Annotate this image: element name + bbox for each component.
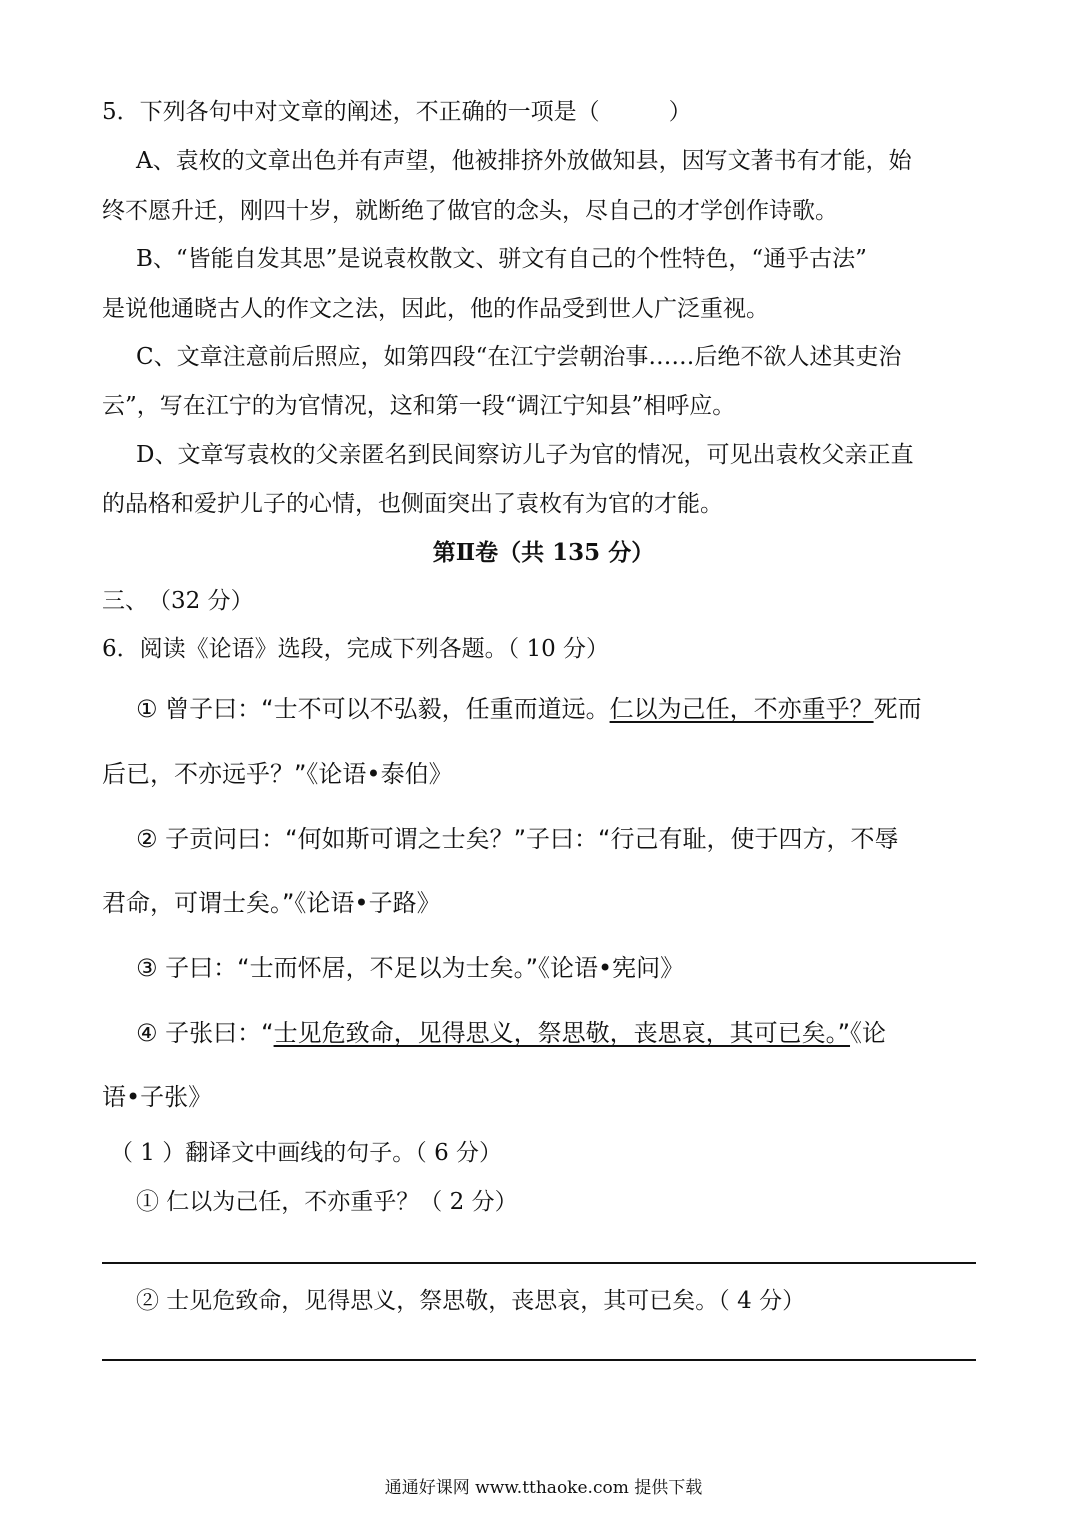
passage-4-text: ④ 子张曰：“ <box>136 1019 274 1047</box>
passage-1-tail: 死而 <box>873 695 922 723</box>
section-title: 第Ⅱ卷（共 135 分） <box>432 539 655 566</box>
answer-line-1 <box>102 1262 976 1264</box>
q5-option-a-line1: A、袁枚的文章出色并有声望，他被排挤外放做知县，因写文著书有才能，始 <box>136 148 912 174</box>
q5-stem: 5．下列各句中对文章的阐述，不正确的一项是（ ） <box>102 99 692 125</box>
q5-option-b-line1: B、“皆能自发其思”是说袁枚散文、骈文有自己的个性特色，“通乎古法” <box>136 246 867 272</box>
passage-3: ③ 子曰：“士而怀居，不足以为士矣。”《论语•宪问》 <box>136 954 685 982</box>
passage-2-line1: ② 子贡问曰：“何如斯可谓之士矣？”子曰：“行己有耻，使于四方，不辱 <box>136 825 899 853</box>
q5-option-c-line2: 云”，写在江宁的为官情况，这和第一段“调江宁知县”相呼应。 <box>102 393 736 419</box>
passage-1-underlined: 仁以为己任，不亦重乎？ <box>609 695 874 723</box>
q5-option-d-line2: 的品格和爱护儿子的心情，也侧面突出了袁枚有为官的才能。 <box>102 491 723 517</box>
passage-4-tail: 《论 <box>850 1019 887 1047</box>
q5-option-d-line1: D、文章写袁枚的父亲匿名到民间察访儿子为官的情况，可见出袁枚父亲正直 <box>136 442 914 468</box>
passage-4-underlined: 士见危致命，见得思义，祭思敬，丧思哀，其可已矣。” <box>273 1019 851 1047</box>
q6-stem: 6．阅读《论语》选段，完成下列各题。（ 10 分） <box>102 636 610 662</box>
passage-1-line1 <box>136 694 922 724</box>
passage-4-line2: 语•子张》 <box>102 1083 213 1111</box>
sub-question-1: （ 1 ）翻译文中画线的句子。（ 6 分） <box>110 1140 503 1166</box>
sub-question-1-b: ② 士见危致命，见得思义，祭思敬，丧思哀，其可已矣。（ 4 分） <box>136 1288 806 1314</box>
passage-1-text: ① 曾子曰：“士不可以不弘毅，任重而道远。 <box>136 695 610 723</box>
passage-2-line2: 君命，可谓士矣。”《论语•子路》 <box>102 889 441 917</box>
q5-option-a-line2: 终不愿升迁，刚四十岁，就断绝了做官的念头，尽自己的才学创作诗歌。 <box>102 198 838 224</box>
passage-4-line1 <box>136 1018 886 1048</box>
part-three-heading: 三、 （32 分） <box>102 588 254 614</box>
q5-option-c-line1: C、文章注意前后照应，如第四段“在江宁尝朝治事……后绝不欲人述其吏治 <box>136 344 902 370</box>
passage-1-line2: 后已，不亦远乎？”《论语•泰伯》 <box>102 760 453 788</box>
answer-line-2 <box>102 1359 976 1361</box>
page-footer: 通通好课网 www.tthaoke.com 提供下载 <box>384 1478 703 1498</box>
sub-question-1-a: ① 仁以为己任，不亦重乎？（ 2 分） <box>136 1189 518 1215</box>
q5-option-b-line2: 是说他通晓古人的作文之法，因此，他的作品受到世人广泛重视。 <box>102 296 769 322</box>
